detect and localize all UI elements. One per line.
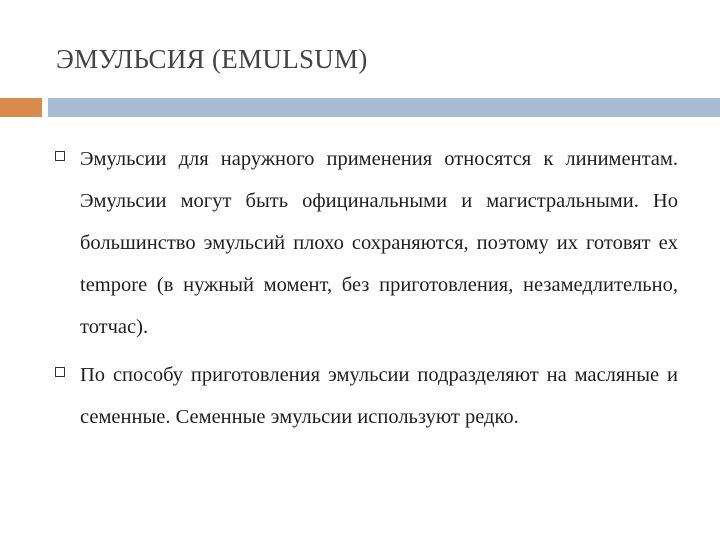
bullet-text: По способу приготовления эмульсии подразделяют на масляные и семенные. Семенные эмульсии используют редко. — [80, 364, 678, 428]
slide-title: ЭМУЛЬСИЯ (EMULSUM) — [56, 44, 368, 74]
checkbox-icon — [55, 151, 65, 161]
bullet-text: Эмульсии для наружного применения относятся к линиментам. Эмульсии могут быть официнальными и магистральными. Но большинство эмульсий плохо сохраняются, поэтому их готовят ex tempore (в нужный момент, без приготовления, незамедлительно, тотчас). — [80, 148, 678, 338]
title-accent-bar-orange — [0, 98, 42, 117]
checkbox-icon — [55, 367, 65, 377]
title-accent-bar-blue — [48, 98, 720, 117]
